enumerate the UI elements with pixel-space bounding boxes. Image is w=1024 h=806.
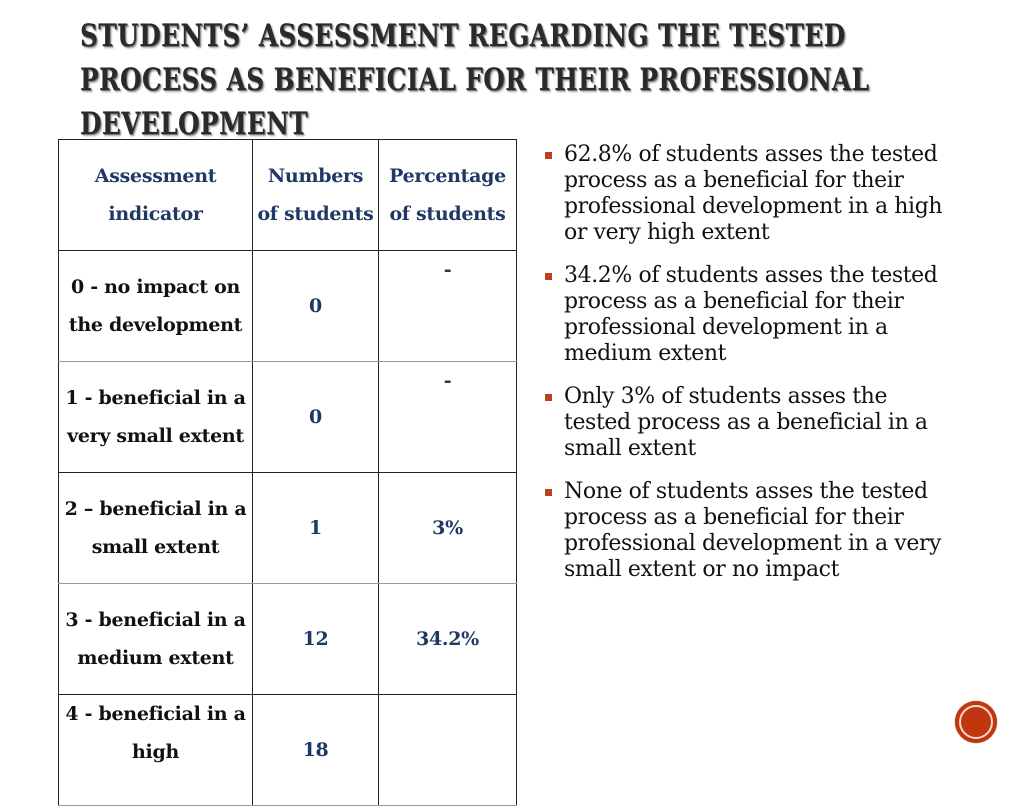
table-row xyxy=(59,584,517,695)
bullet-text: Only 3% of students asses the tested process as a beneficial in a small extent xyxy=(564,384,928,461)
count-cell: 1 xyxy=(253,473,379,584)
indicator-cell: 2 – beneficial in a small extent xyxy=(59,473,253,584)
title-line-2: PROCESS AS BENEFICIAL FOR THEIR PROFESSIONAL xyxy=(80,62,870,98)
table-row xyxy=(59,362,517,473)
square-bullet-icon xyxy=(545,273,552,280)
percent-cell xyxy=(379,695,517,806)
percent-cell: - xyxy=(379,362,517,473)
table-row xyxy=(59,473,517,584)
summary-bullet-list xyxy=(545,142,945,600)
indicator-cell: 4 - beneficial in a high xyxy=(59,695,253,806)
indicator-cell: 1 - beneficial in a very small extent xyxy=(59,362,253,473)
slide-title xyxy=(80,14,870,146)
bullet-item xyxy=(545,384,945,462)
bullet-text: None of students asses the tested process as a beneficial for their professional development in a very small extent or no impact xyxy=(564,479,942,582)
count-cell: 18 xyxy=(253,695,379,806)
square-bullet-icon xyxy=(545,489,552,496)
percent-cell: 3% xyxy=(379,473,517,584)
header-assessment-indicator: Assessment indicator xyxy=(59,140,253,251)
header-number-of-students: Numbers of students xyxy=(253,140,379,251)
circle-nav-icon[interactable] xyxy=(955,701,997,743)
bullet-item xyxy=(545,263,945,367)
title-line-3: DEVELOPMENT xyxy=(80,106,309,142)
bullet-text: 34.2% of students asses the tested process as a beneficial for their professional development in a medium extent xyxy=(564,263,938,366)
bullet-item xyxy=(545,142,945,246)
count-cell: 0 xyxy=(253,362,379,473)
assessment-table xyxy=(58,139,517,806)
title-line-1: STUDENTS’ ASSESSMENT REGARDING THE TESTED xyxy=(80,18,846,54)
square-bullet-icon xyxy=(545,394,552,401)
table-header-row xyxy=(59,140,517,251)
table-row xyxy=(59,695,517,806)
percent-cell: - xyxy=(379,251,517,362)
bullet-text: 62.8% of students asses the tested process as a beneficial for their professional development in a high or very high extent xyxy=(564,142,943,245)
bullet-item xyxy=(545,479,945,583)
count-cell: 0 xyxy=(253,251,379,362)
table-row xyxy=(59,251,517,362)
header-percentage-of-students: Percentage of students xyxy=(379,140,517,251)
square-bullet-icon xyxy=(545,152,552,159)
indicator-cell: 3 - beneficial in a medium extent xyxy=(59,584,253,695)
percent-cell: 34.2% xyxy=(379,584,517,695)
indicator-cell: 0 - no impact on the development xyxy=(59,251,253,362)
count-cell: 12 xyxy=(253,584,379,695)
